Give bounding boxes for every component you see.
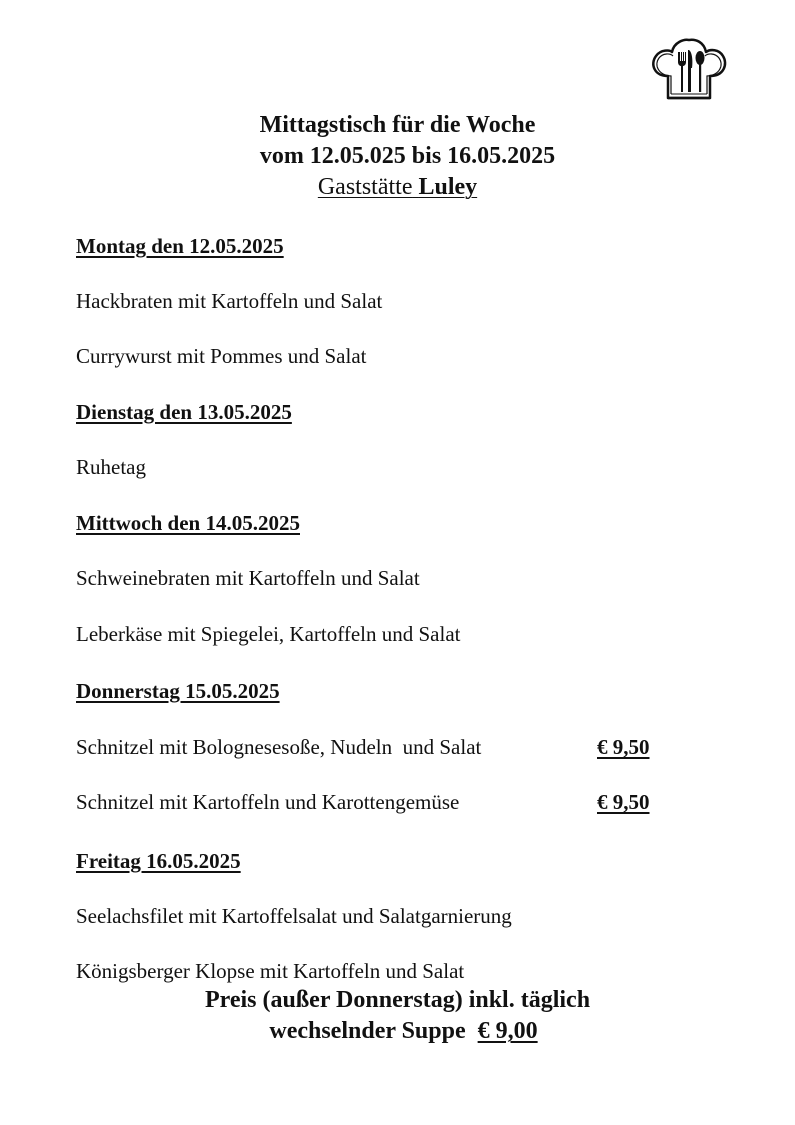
page-title: Mittagstisch für die Woche <box>259 112 536 138</box>
dish-item: Ruhetag <box>76 455 146 479</box>
dish-item: Königsberger Klopse mit Kartoffeln und Salat <box>76 959 465 983</box>
restaurant-line <box>0 172 795 203</box>
dish-item: Leberkäse mit Spiegelei, Kartoffeln und Salat <box>76 622 461 646</box>
price-note: Preis (außer Donnerstag) inkl. täglich <box>204 987 591 1013</box>
day-heading-dienstag: Dienstag den 13.05.2025 <box>76 400 292 424</box>
restaurant-label: Gaststätte <box>317 174 413 200</box>
price-note-text: wechselnder Suppe <box>269 1018 478 1044</box>
dish-item: Currywurst mit Pommes und Salat <box>76 344 367 368</box>
dish-item: Hackbraten mit Kartoffeln und Salat <box>76 289 383 313</box>
day-heading-donnerstag: Donnerstag 15.05.2025 <box>76 679 280 703</box>
dish-item: Schweinebraten mit Kartoffeln und Salat <box>76 566 420 590</box>
price-note-line2 <box>0 1016 795 1047</box>
dish-item: Seelachsfilet mit Kartoffelsalat und Salatgarnierung <box>76 904 512 928</box>
date-range: vom 12.05.025 bis 16.05.2025 <box>259 143 556 169</box>
restaurant-name: Luley <box>418 174 478 200</box>
day-heading-freitag: Freitag 16.05.2025 <box>76 849 241 873</box>
dish-item: Schnitzel mit Bolognesesoße, Nudeln und Salat <box>76 735 482 759</box>
day-heading-montag: Montag den 12.05.2025 <box>76 234 284 258</box>
chef-hat-cutlery-icon <box>648 36 730 102</box>
dish-price: € 9,50 <box>597 735 650 759</box>
dish-item: Schnitzel mit Kartoffeln und Karottengemüse <box>76 790 460 814</box>
day-heading-mittwoch: Mittwoch den 14.05.2025 <box>76 511 300 535</box>
standard-price: € 9,00 <box>477 1018 538 1044</box>
dish-price: € 9,50 <box>597 790 650 814</box>
